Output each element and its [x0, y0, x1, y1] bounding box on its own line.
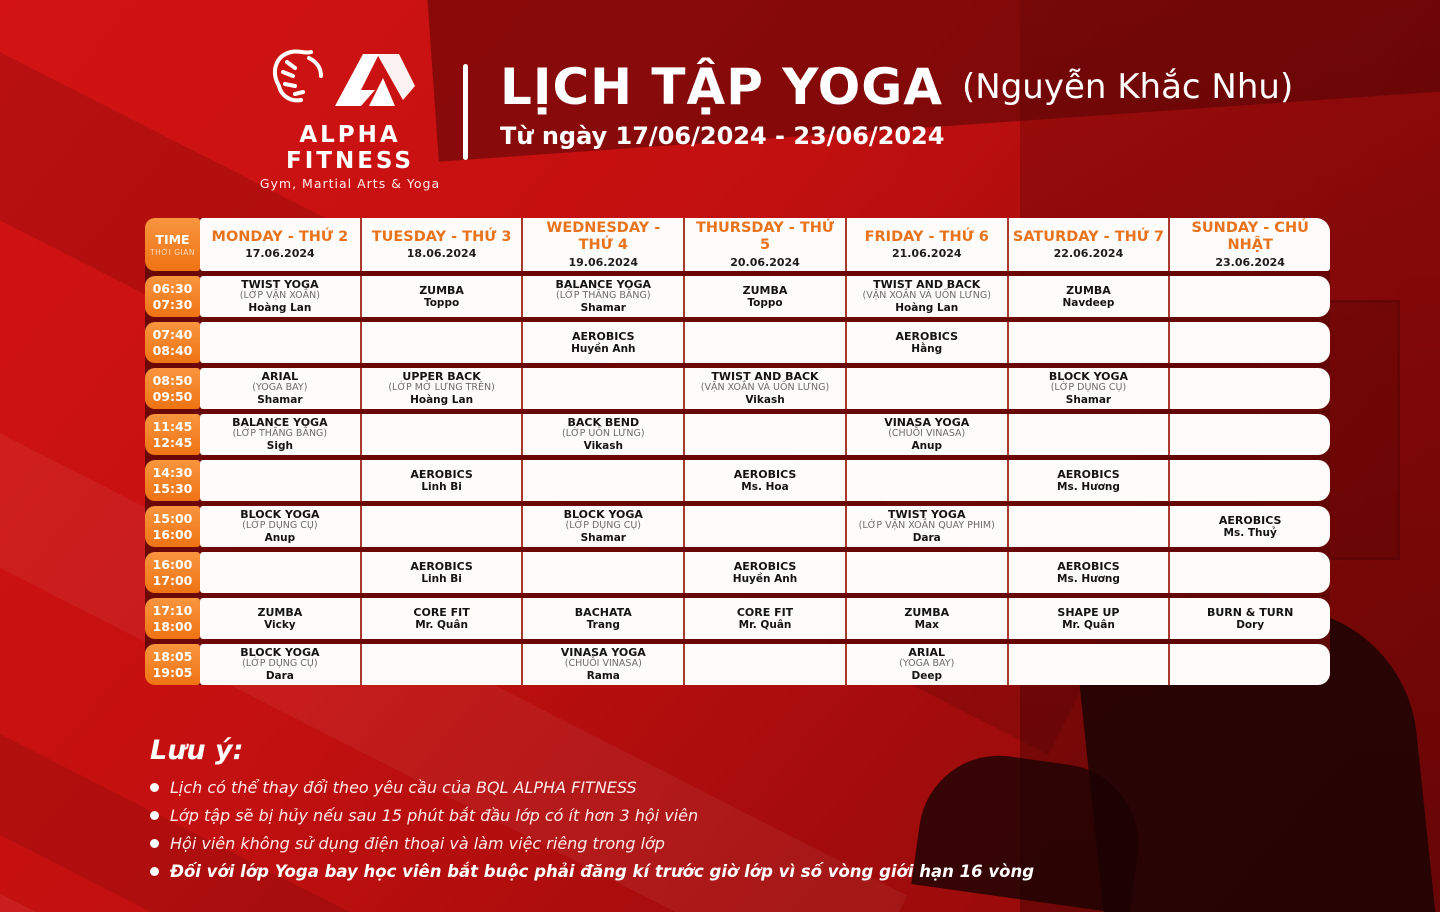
class-title: BLOCK YOGA — [1048, 370, 1129, 384]
empty-cell — [1168, 368, 1330, 409]
class-coach: Vicky — [264, 618, 296, 631]
class-title: TWIST AND BACK — [711, 370, 819, 384]
class-title: AEROBICS — [572, 329, 635, 343]
note-text: Đối với lớp Yoga bay học viên bắt buộc phải đăng kí trước giờ lớp vì số vòng giới hạn 16 vòng — [170, 862, 1035, 881]
class-coach: Ms. Thuỷ — [1223, 526, 1277, 539]
date-range: Từ ngày 17/06/2024 - 23/06/2024 — [500, 122, 945, 150]
class-cell — [521, 276, 683, 317]
note-item — [150, 862, 1034, 881]
class-cell — [845, 598, 1007, 639]
time-slot: 14:30 15:30 — [145, 460, 200, 501]
class-coach: Dara — [912, 532, 941, 545]
class-title: AEROBICS — [1218, 513, 1282, 527]
class-coach: Mr. Quân — [415, 618, 468, 631]
class-title: ZUMBA — [1066, 283, 1111, 297]
class-coach: Linh Bi — [421, 480, 462, 493]
notes-title: Lưu ý: — [150, 735, 244, 766]
class-coach: Huyền Anh — [732, 572, 798, 585]
day-date: 19.06.2024 — [568, 255, 639, 269]
poster-header — [0, 0, 1440, 200]
table-row — [145, 552, 1330, 593]
class-coach: Shamar — [580, 302, 626, 315]
class-coach: Hoàng Lan — [895, 302, 959, 315]
note-item — [150, 806, 1034, 825]
row-body — [200, 322, 1330, 363]
class-title: BACHATA — [574, 605, 632, 619]
class-title: ARIAL — [908, 646, 946, 660]
class-title: SHAPE UP — [1057, 605, 1120, 619]
class-coach: Trang — [586, 618, 620, 631]
day-header — [1168, 218, 1330, 271]
class-cell — [1007, 460, 1169, 501]
time-column-header — [145, 218, 200, 271]
class-subtitle: (CHUỖI VINASA) — [888, 428, 966, 440]
day-name: SATURDAY - THỨ 7 — [1012, 228, 1165, 245]
brand-name: ALPHA FITNESS — [285, 122, 414, 174]
day-date: 23.06.2024 — [1215, 255, 1285, 269]
note-text: Lớp tập sẽ bị hủy nếu sau 15 phút bắt đầu lớp có ít hơn 3 hội viên — [170, 806, 699, 825]
class-title: ZUMBA — [742, 283, 788, 297]
class-title: AEROBICS — [1057, 467, 1120, 481]
class-subtitle: (LỚP THĂNG BẰNG) — [232, 428, 328, 440]
time-header-label: TIME — [155, 232, 190, 247]
time-slot: 11:45 12:45 — [145, 414, 200, 455]
empty-cell — [521, 460, 683, 501]
class-coach: Sigh — [266, 440, 293, 453]
empty-cell — [360, 322, 522, 363]
class-cell — [200, 506, 360, 547]
day-header — [360, 218, 522, 271]
row-body — [200, 644, 1330, 685]
class-cell — [683, 598, 845, 639]
empty-cell — [845, 368, 1007, 409]
page-title-location: (Nguyễn Khắc Nhu) — [962, 67, 1294, 107]
day-header — [521, 218, 683, 271]
bullet-icon — [150, 783, 159, 792]
class-coach: Toppo — [747, 296, 783, 309]
table-row — [145, 460, 1330, 501]
class-cell — [845, 644, 1007, 685]
empty-cell — [521, 552, 683, 593]
time-slot: 18:05 19:05 — [145, 644, 200, 685]
time-header-sublabel: THỜI GIAN — [150, 247, 195, 257]
note-item — [150, 834, 1034, 853]
empty-cell — [845, 552, 1007, 593]
empty-cell — [683, 644, 845, 685]
class-title: ZUMBA — [257, 605, 303, 619]
class-cell — [360, 598, 522, 639]
class-title: AEROBICS — [410, 559, 473, 573]
class-title: BALANCE YOGA — [555, 278, 652, 292]
class-title: BURN & TURN — [1206, 605, 1294, 619]
day-name: WEDNESDAY - THỨ 4 — [546, 220, 661, 253]
class-coach: Dara — [265, 670, 294, 683]
tiger-alpha-icon — [265, 42, 435, 120]
class-subtitle: (LỚP DỤNG CỤ) — [565, 520, 642, 532]
class-cell — [200, 276, 360, 317]
class-coach: Mr. Quân — [738, 618, 792, 631]
class-title: ZUMBA — [904, 605, 950, 619]
class-coach: Hoàng Lan — [248, 302, 312, 315]
class-coach: Linh Bi — [421, 572, 462, 585]
class-coach: Toppo — [423, 296, 460, 309]
empty-cell — [1007, 506, 1169, 547]
class-title: CORE FIT — [413, 605, 470, 619]
class-cell — [200, 368, 360, 409]
class-title: TWIST AND BACK — [873, 278, 981, 292]
day-name: FRIDAY - THỨ 6 — [864, 228, 989, 245]
class-title: CORE FIT — [736, 605, 794, 619]
row-body — [200, 552, 1330, 593]
table-row — [145, 414, 1330, 455]
day-header — [845, 218, 1007, 271]
bullet-icon — [150, 839, 159, 848]
day-header — [1007, 218, 1169, 271]
table-row — [145, 276, 1330, 317]
class-subtitle: (VẶN XOẮN VÀ UỐN LƯNG) — [862, 290, 991, 302]
class-subtitle: (LỚP DỤNG CỤ) — [242, 658, 318, 670]
class-title: TWIST YOGA — [241, 278, 319, 292]
class-cell — [200, 414, 360, 455]
empty-cell — [360, 414, 522, 455]
class-cell — [683, 552, 845, 593]
day-date: 22.06.2024 — [1053, 247, 1124, 261]
class-subtitle: (LỚP DỤNG CỤ) — [242, 520, 318, 532]
table-row — [145, 368, 1330, 409]
class-coach: Anup — [264, 532, 296, 545]
empty-cell — [1168, 460, 1330, 501]
class-coach: Shamar — [1065, 394, 1112, 407]
class-cell — [683, 276, 845, 317]
class-title: UPPER BACK — [402, 370, 481, 384]
class-cell — [521, 322, 683, 363]
class-cell — [1007, 552, 1169, 593]
class-title: AEROBICS — [733, 559, 797, 573]
class-cell — [200, 598, 360, 639]
class-subtitle: (YOGA BAY) — [252, 382, 308, 394]
day-date: 21.06.2024 — [891, 247, 962, 261]
table-row — [145, 322, 1330, 363]
class-subtitle: (LỚP THĂNG BẰNG) — [556, 290, 651, 302]
class-cell — [845, 276, 1007, 317]
bullet-icon — [150, 867, 159, 876]
table-row — [145, 644, 1330, 685]
class-cell — [1007, 276, 1169, 317]
time-slot: 16:00 17:00 — [145, 552, 200, 593]
class-title: VINASA YOGA — [884, 416, 970, 430]
table-row — [145, 506, 1330, 547]
class-subtitle: (LỚP VẶN XOẮN) — [239, 290, 320, 302]
class-cell — [1007, 598, 1169, 639]
day-headers — [200, 218, 1330, 271]
header-divider — [463, 64, 468, 160]
note-text: Lịch có thể thay đổi theo yêu cầu của BQL ALPHA FITNESS — [170, 778, 637, 797]
class-coach: Ms. Hương — [1057, 572, 1120, 585]
notes-list — [150, 778, 1034, 881]
day-name: TUESDAY - THỨ 3 — [371, 228, 512, 245]
class-title: TWIST YOGA — [888, 508, 966, 522]
class-cell — [521, 414, 683, 455]
class-coach: Ms. Hương — [1057, 480, 1120, 493]
row-body — [200, 598, 1330, 639]
class-cell — [1007, 368, 1169, 409]
empty-cell — [200, 460, 360, 501]
class-title: BLOCK YOGA — [240, 508, 320, 522]
class-coach: Huyền Anh — [571, 342, 636, 355]
class-subtitle: (LỚP DỤNG CỤ) — [1050, 382, 1127, 394]
page-title: LỊCH TẬP YOGA — [500, 58, 943, 116]
empty-cell — [1007, 322, 1169, 363]
class-title: AEROBICS — [410, 467, 473, 481]
empty-cell — [1168, 276, 1330, 317]
class-cell — [521, 644, 683, 685]
class-title: AEROBICS — [733, 467, 797, 481]
class-cell — [360, 552, 522, 593]
class-title: VINASA YOGA — [560, 646, 646, 660]
empty-cell — [1168, 644, 1330, 685]
day-header — [683, 218, 845, 271]
class-coach: Shamar — [580, 532, 626, 545]
empty-cell — [200, 552, 360, 593]
class-cell — [360, 276, 522, 317]
empty-cell — [1168, 552, 1330, 593]
row-body — [200, 414, 1330, 455]
class-coach: Deep — [911, 670, 942, 683]
day-name: THURSDAY - THỨ 5 — [695, 220, 835, 253]
class-title: BALANCE YOGA — [232, 416, 328, 430]
class-cell — [360, 368, 522, 409]
class-title: ZUMBA — [419, 283, 464, 297]
empty-cell — [1007, 414, 1169, 455]
row-body — [200, 460, 1330, 501]
schedule-table — [145, 218, 1330, 685]
class-coach: Rama — [586, 670, 620, 683]
class-coach: Shamar — [257, 394, 303, 407]
empty-cell — [360, 506, 522, 547]
empty-cell — [845, 460, 1007, 501]
class-title: BACK BEND — [567, 416, 640, 430]
note-item — [150, 778, 1034, 797]
day-header — [200, 218, 360, 271]
class-cell — [521, 598, 683, 639]
empty-cell — [1168, 414, 1330, 455]
class-cell — [521, 506, 683, 547]
notes-section — [150, 735, 1034, 890]
empty-cell — [683, 506, 845, 547]
class-coach: Mr. Quân — [1062, 618, 1115, 631]
class-cell — [845, 414, 1007, 455]
empty-cell — [200, 322, 360, 363]
class-title: BLOCK YOGA — [240, 646, 320, 660]
class-coach: Hoàng Lan — [410, 394, 474, 407]
class-cell — [1168, 598, 1330, 639]
class-cell — [683, 460, 845, 501]
class-subtitle: (LỚP UỐN LƯNG) — [561, 428, 645, 440]
table-header-row — [145, 218, 1330, 271]
brand-tagline: Gym, Martial Arts & Yoga — [259, 176, 441, 191]
class-coach: Vikash — [583, 440, 623, 453]
table-row — [145, 598, 1330, 639]
class-cell — [360, 460, 522, 501]
empty-cell — [683, 414, 845, 455]
time-slot: 08:50 09:50 — [145, 368, 200, 409]
class-coach: Vikash — [745, 394, 785, 407]
day-name: MONDAY - THỨ 2 — [211, 228, 349, 245]
empty-cell — [683, 322, 845, 363]
class-subtitle: (LỚP MỞ LƯNG TRÊN) — [388, 382, 495, 394]
time-slot: 07:40 08:40 — [145, 322, 200, 363]
class-subtitle: (LỚP VẶN XOẮN QUAY PHIM) — [858, 520, 995, 532]
bullet-icon — [150, 811, 159, 820]
class-title: AEROBICS — [1057, 559, 1120, 573]
day-date: 20.06.2024 — [730, 255, 800, 269]
row-body — [200, 506, 1330, 547]
row-body — [200, 368, 1330, 409]
class-subtitle: (VẶN XOẮN VÀ UỐN LƯNG) — [700, 382, 830, 394]
class-subtitle: (YOGA BAY) — [899, 658, 955, 670]
empty-cell — [521, 368, 683, 409]
class-cell — [845, 322, 1007, 363]
title-block — [500, 58, 1294, 150]
class-title: ARIAL — [261, 370, 299, 384]
class-coach: Hằng — [911, 342, 943, 355]
empty-cell — [360, 644, 522, 685]
class-coach: Dory — [1236, 618, 1265, 631]
day-date: 18.06.2024 — [406, 247, 477, 261]
class-title: AEROBICS — [895, 329, 958, 343]
class-coach: Ms. Hoa — [741, 480, 789, 493]
time-slot: 17:10 18:00 — [145, 598, 200, 639]
empty-cell — [1007, 644, 1169, 685]
class-cell — [1168, 506, 1330, 547]
class-cell — [200, 644, 360, 685]
class-coach: Navdeep — [1062, 296, 1115, 309]
time-slot: 06:30 07:30 — [145, 276, 200, 317]
empty-cell — [1168, 322, 1330, 363]
row-body — [200, 276, 1330, 317]
note-text: Hội viên không sử dụng điện thoại và làm việc riêng trong lớp — [170, 834, 665, 853]
class-subtitle: (CHUỖI VINASA) — [564, 658, 642, 670]
day-name: SUNDAY - CHỦ NHẬT — [1191, 220, 1309, 253]
class-coach: Anup — [911, 440, 943, 453]
class-cell — [683, 368, 845, 409]
day-date: 17.06.2024 — [245, 247, 315, 261]
class-coach: Max — [914, 618, 939, 631]
class-title: BLOCK YOGA — [563, 508, 643, 522]
class-cell — [845, 506, 1007, 547]
brand-logo-block — [240, 42, 460, 191]
time-slot: 15:00 16:00 — [145, 506, 200, 547]
